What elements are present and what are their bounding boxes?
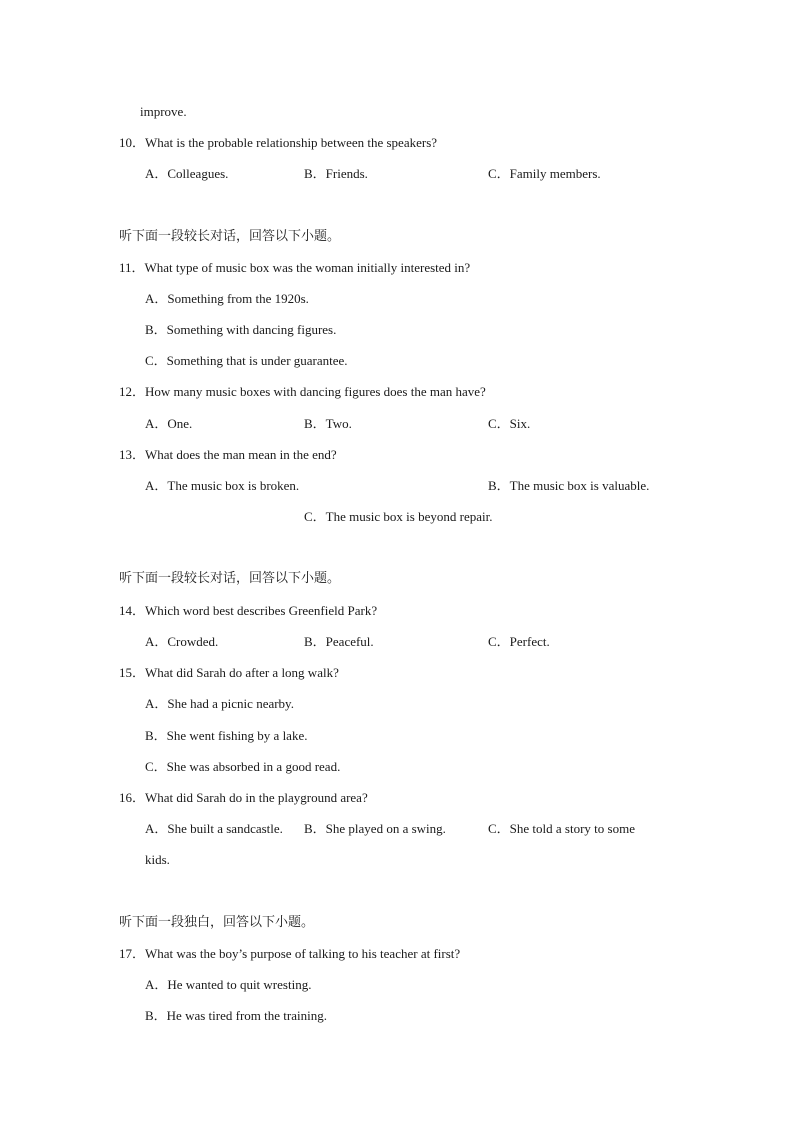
question-13-option-c: C．The music box is beyond repair.: [304, 509, 493, 524]
question-14-stem: 14．Which word best describes Greenfield Park?: [119, 603, 378, 618]
question-16-option-b: B．She played on a swing.: [304, 821, 446, 836]
question-11-stem: 11．What type of music box was the woman initially interested in?: [119, 260, 471, 275]
question-15-option-c: C．She was absorbed in a good read.: [145, 759, 341, 774]
question-14-option-b: B．Peaceful.: [304, 634, 374, 649]
question-13-option-b: B．The music box is valuable.: [488, 478, 650, 493]
question-12-option-b: B．Two.: [304, 416, 352, 431]
question-15-option-a: A．She had a picnic nearby.: [145, 696, 294, 711]
question-16-option-c: C．She told a story to some: [488, 821, 635, 836]
question-10-option-c: C．Family members.: [488, 166, 601, 181]
question-12-option-c: C．Six.: [488, 416, 531, 431]
question-15-stem: 15．What did Sarah do after a long walk?: [119, 665, 339, 680]
previous-question-tail: improve.: [140, 104, 187, 119]
question-10-option-b: B．Friends.: [304, 166, 368, 181]
question-10-stem: 10．What is the probable relationship between the speakers?: [119, 135, 438, 150]
section-heading-3: 听下面一段独白，回答以下小题。: [119, 915, 315, 930]
question-11-option-c: C．Something that is under guarantee.: [145, 353, 348, 368]
question-11-option-b: B．Something with dancing figures.: [145, 322, 337, 337]
question-13-option-a: A．The music box is broken.: [145, 478, 300, 493]
question-14-option-a: A．Crowded.: [145, 634, 219, 649]
question-12-option-a: A．One.: [145, 416, 193, 431]
question-15-option-b: B．She went fishing by a lake.: [145, 728, 308, 743]
question-14-option-c: C．Perfect.: [488, 634, 550, 649]
question-12-stem: 12．How many music boxes with dancing figures does the man have?: [119, 384, 486, 399]
section-heading-2: 听下面一段较长对话，回答以下小题。: [119, 571, 341, 586]
question-17-option-a: A．He wanted to quit wresting.: [145, 977, 312, 992]
question-17-stem: 17．What was the boy’s purpose of talking to his teacher at first?: [119, 946, 461, 961]
question-17-option-b: B．He was tired from the training.: [145, 1008, 327, 1023]
question-16-option-c-continued: kids.: [145, 852, 170, 867]
question-13-stem: 13．What does the man mean in the end?: [119, 447, 337, 462]
question-10-option-a: A．Colleagues.: [145, 166, 229, 181]
section-heading-1: 听下面一段较长对话，回答以下小题。: [119, 229, 341, 244]
question-16-stem: 16．What did Sarah do in the playground area?: [119, 790, 368, 805]
question-16-option-a: A．She built a sandcastle.: [145, 821, 283, 836]
question-11-option-a: A．Something from the 1920s.: [145, 291, 309, 306]
